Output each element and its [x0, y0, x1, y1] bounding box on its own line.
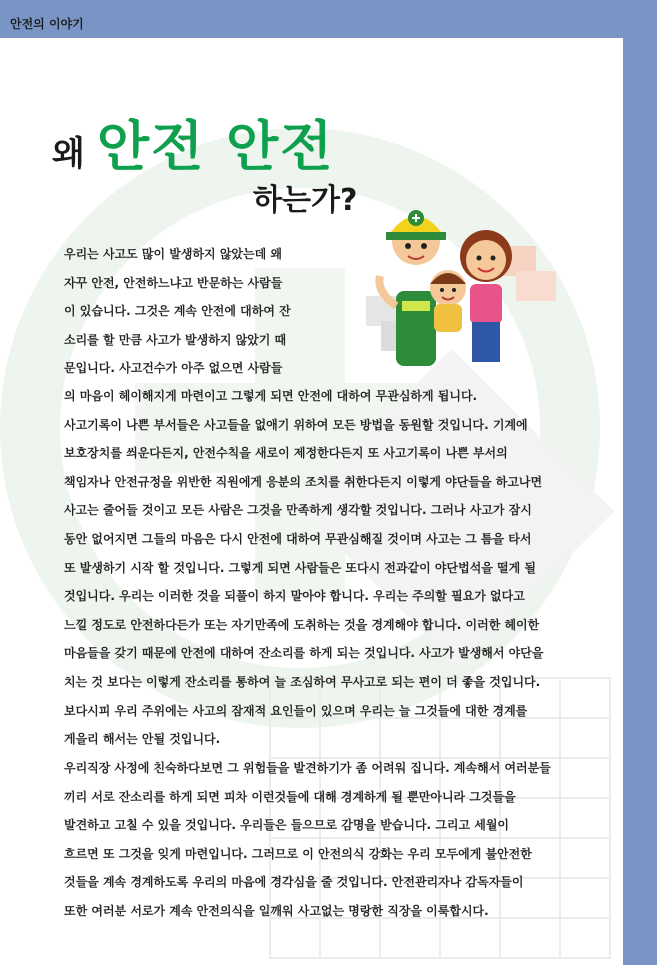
text-line: 보다시피 우리 주위에는 사고의 잠재적 요인들이 있으며 우리는 늘 그것들에 대한 경계를 — [64, 703, 528, 718]
text-line: 문입니다. 사고건수가 아주 없으면 사람들 — [64, 361, 283, 376]
text-line: 의 마음이 헤이해지게 마련이고 그렇게 되면 안전에 대하여 무관심하게 됩니다. — [64, 389, 478, 403]
section-label: 안전의 이야기 — [10, 17, 84, 31]
text-line: 마음들을 갖기 때문에 안전에 대하여 잔소리를 하게 되는 것입니다. 사고가 발생해서 야단을 — [64, 646, 544, 661]
text-line: 책임자나 안전규정을 위반한 직원에게 응분의 조치를 취한다든지 이렇게 야단들을 하고나면 — [64, 474, 543, 489]
title-prefix: 왜 — [52, 134, 85, 174]
header-bar — [0, 0, 657, 38]
text-line: 자꾸 안전, 안전하느냐고 반문하는 사람들 — [64, 275, 283, 290]
text-line: 느낄 정도로 안전하다든가 또는 자기만족에 도취하는 것을 경계해야 합니다. 이러한 헤이한 — [64, 617, 540, 632]
text-line: 이 있습니다. 그것은 계속 안전에 대하여 잔 — [64, 304, 291, 319]
text-line: 게을리 해서는 안될 것입니다. — [64, 732, 221, 747]
text-line: 동안 없어지면 그들의 마음은 다시 안전에 대하여 무관심해질 것이며 사고는 그 틈을 타서 — [64, 531, 532, 546]
text-line: 또 발생하기 시작 할 것입니다. 그렇게 되면 사람들은 또다시 전과같이 야단법석을 떨게 될 — [64, 560, 537, 575]
text-line: 소리를 할 만큼 사고가 발생하지 않았기 때 — [64, 332, 287, 347]
text-line: 사고는 줄어들 것이고 모든 사람은 그것을 만족하게 생각할 것입니다. 그러나 사고가 잠시 — [64, 503, 532, 518]
text-line: 또한 여러분 서로가 계속 안전의식을 일깨워 사고없는 명랑한 직장을 이룩합시다. — [64, 903, 489, 918]
side-strip — [623, 0, 657, 965]
text-line: 우리는 사고도 많이 발생하지 않았는데 왜 — [64, 247, 282, 261]
text-line: 사고기록이 나쁜 부서들은 사고들을 없애기 위하여 모든 방법을 동원할 것입니다. 기계에 — [64, 417, 528, 432]
text-line: 흐르면 또 그것을 잊게 마련입니다. 그러므로 이 안전의식 강화는 우리 모두에게 불안전한 — [64, 846, 532, 861]
safety-worker-family-illustration — [366, 196, 566, 376]
intro-paragraph — [64, 240, 364, 383]
text-line: 것들을 계속 경계하도록 우리의 마음에 경각심을 줄 것입니다. 안전관리자나 감독자들이 — [64, 875, 524, 890]
text-line: 끼리 서로 잔소리를 하게 되면 피차 이런것들에 대해 경계하게 될 뿐만아니라 그것들을 — [64, 789, 516, 804]
woman-icon — [460, 230, 512, 362]
text-line: 치는 것 보다는 이렇게 잔소리를 통하여 늘 조심하여 무사고로 되는 편이 더 좋을 것입니다. — [64, 674, 541, 689]
page-title: 안전 안전 — [97, 115, 335, 178]
text-line: 것입니다. 우리는 이러한 것을 되풀이 하지 말아야 합니다. 우리는 주의할 필요가 없다고 — [64, 589, 525, 604]
body-paragraph-1 — [64, 382, 574, 754]
text-line: 발견하고 고칠 수 있을 것입니다. 우리들은 들으므로 감명을 받습니다. 그리고 세월이 — [64, 818, 510, 833]
body-paragraph-2 — [64, 754, 574, 926]
text-line: 우리직장 사정에 친숙하다보면 그 위험들을 발견하기가 좀 어려워 집니다. 계속해서 여러분들 — [64, 761, 551, 775]
text-line: 보호장치를 씌운다든지, 안전수칙을 새로이 제정한다든지 또 사고기록이 나쁜 부서의 — [64, 446, 508, 461]
title-suffix: 하는가? — [253, 183, 358, 218]
